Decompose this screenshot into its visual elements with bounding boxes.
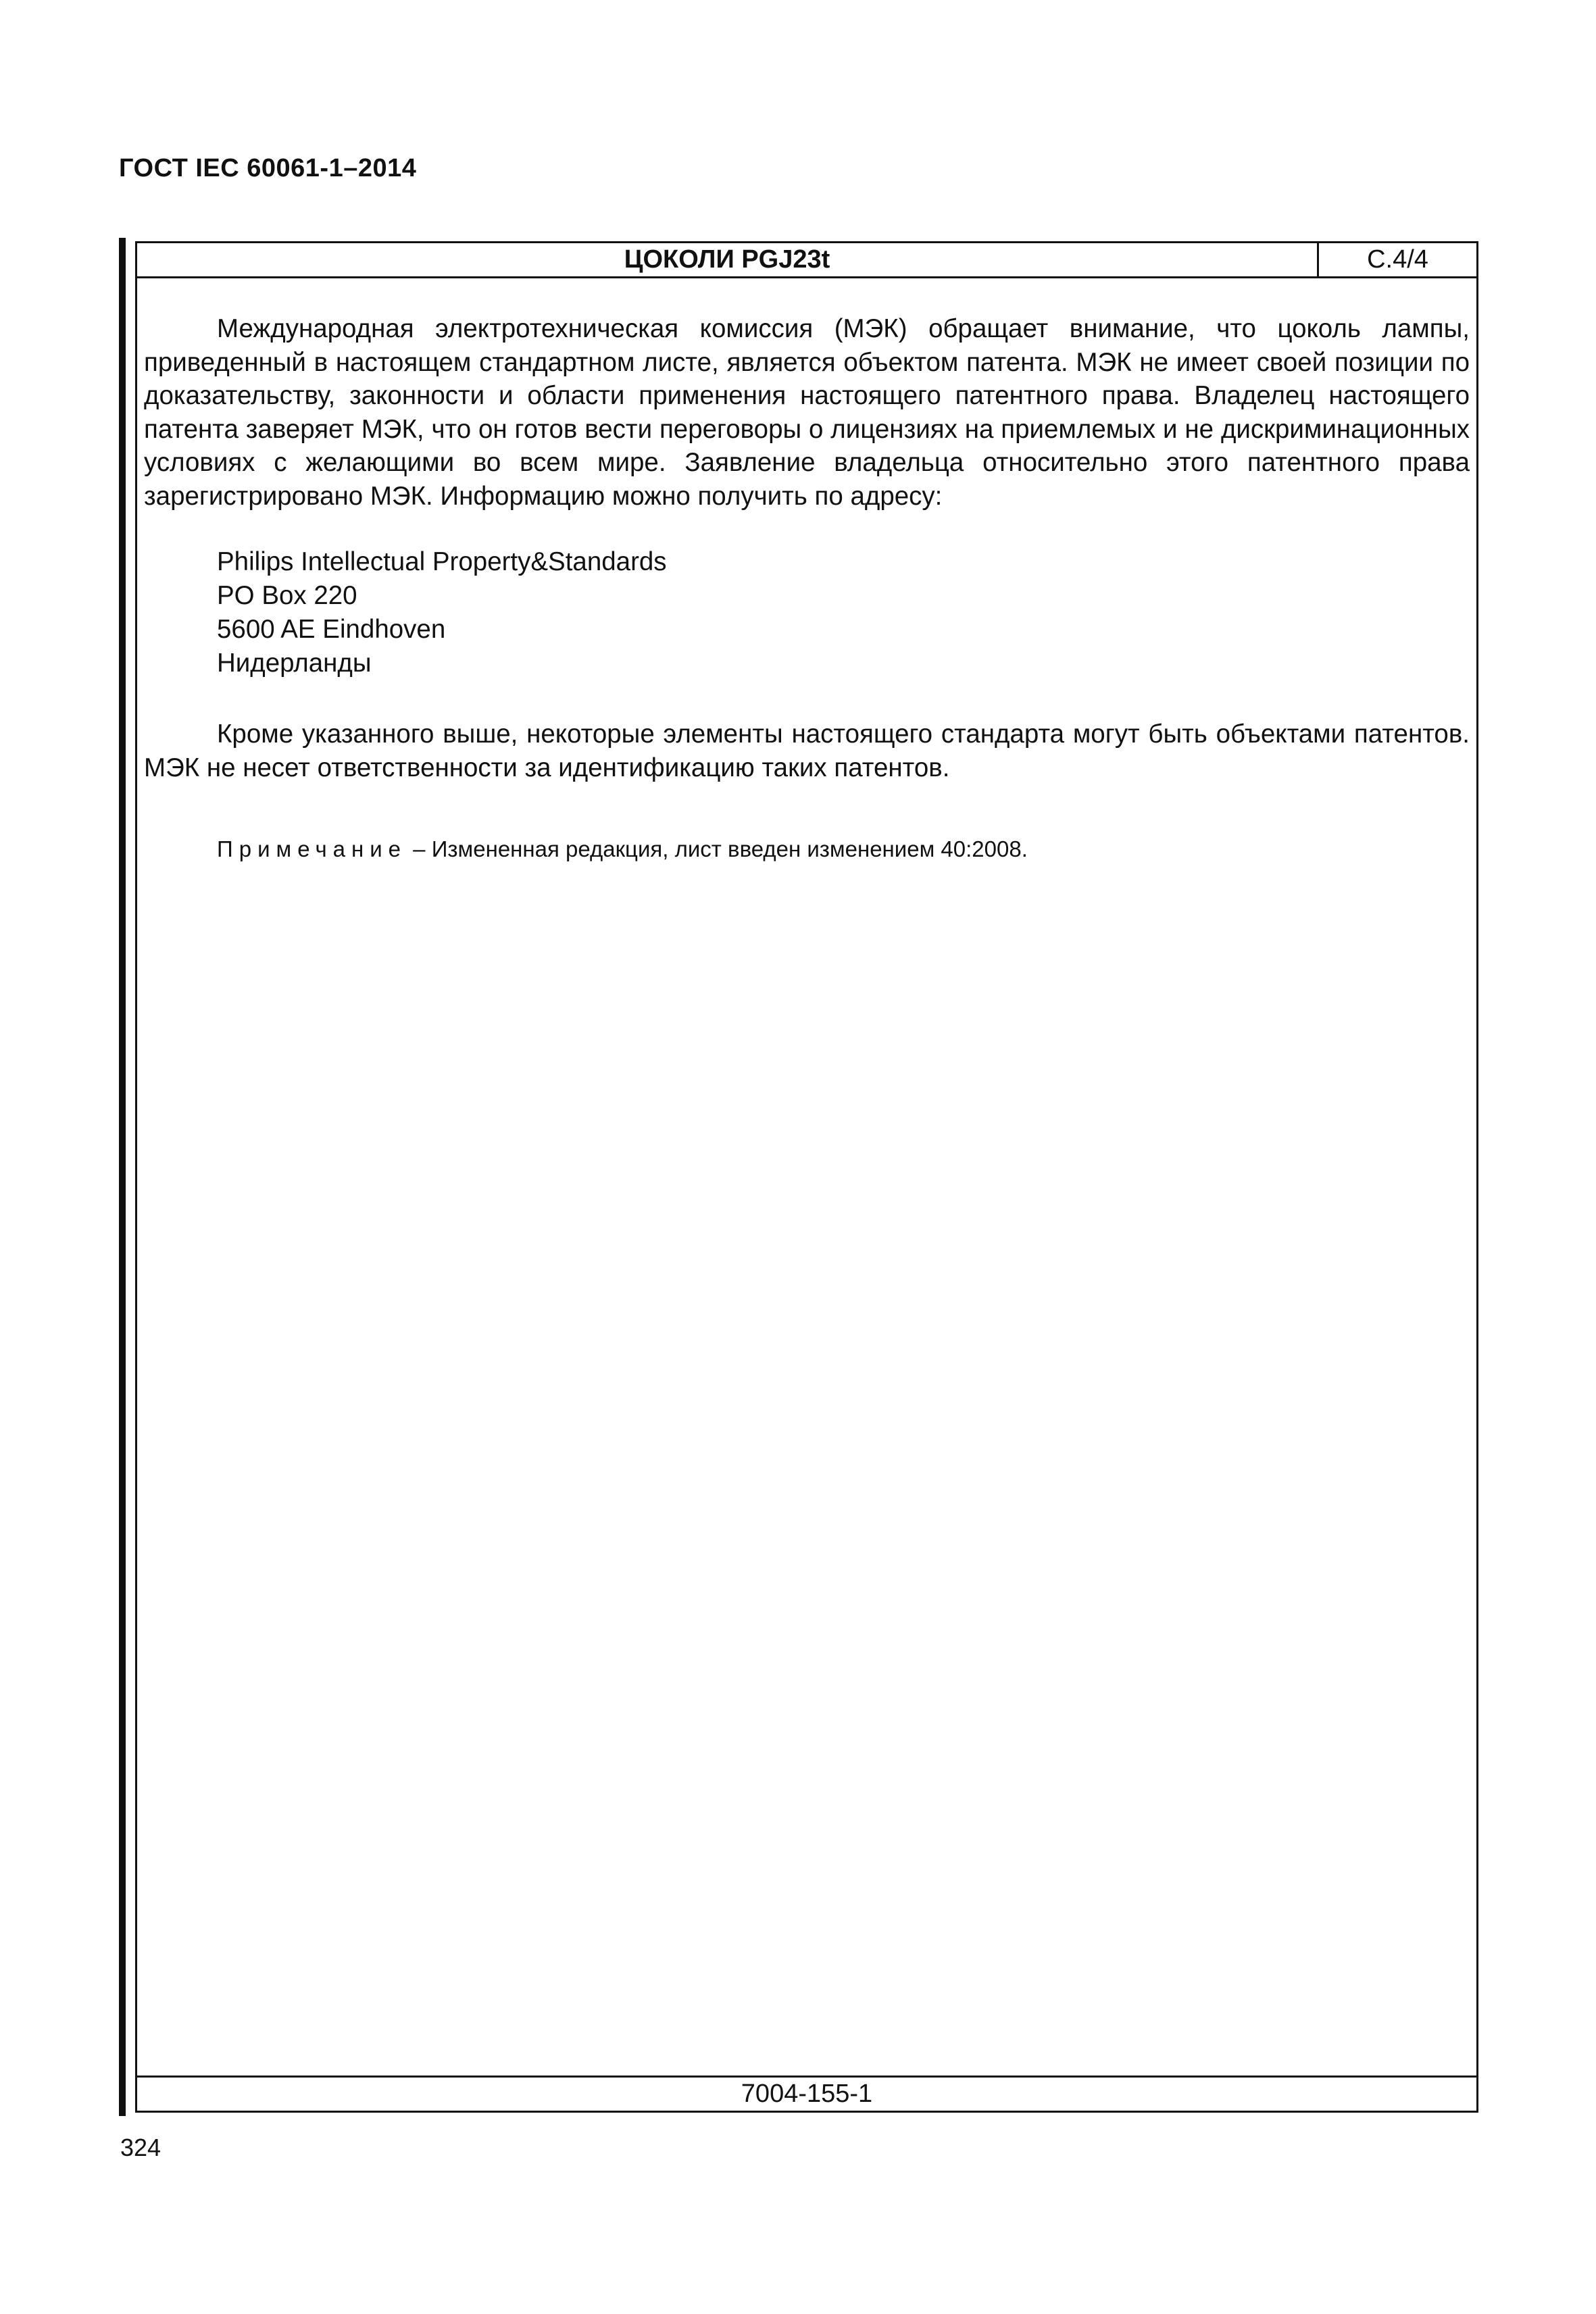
page-number: 324 bbox=[120, 2134, 161, 2161]
patent-notice-paragraph bbox=[144, 312, 1470, 513]
address-line: 5600 AE Eindhoven bbox=[217, 615, 446, 644]
patent-disclaimer-paragraph bbox=[144, 718, 1470, 784]
sheet-title: ЦОКОЛИ PGJ23t bbox=[137, 243, 1319, 276]
address-line: PO Box 220 bbox=[217, 581, 357, 610]
paragraph-text: Кроме указанного выше, некоторые элементы настоящего стандарта могут быть объектами патентов. МЭК не несет ответственности за идентификацию таких патентов. bbox=[144, 720, 1470, 782]
address-line: Philips Intellectual Property&Standards bbox=[217, 547, 667, 576]
paragraph-text: Международная электротехническая комиссия (МЭК) обращает внимание, что цоколь лампы, приведенный в настоящем стандартном листе, является объектом патента. МЭК не имеет своей позиции по доказательству, законности и области применения настоящего патентного права. Владелец настоящего патента заверяет МЭК, что он готов вести переговоры о лицензиях на приемлемых и не дискриминационных условиях с желающими во всем мире. Заявление владельца относительно этого патентного права зарегистрировано МЭК. Информацию можно получить по адресу: bbox=[144, 314, 1470, 511]
note-text: – Измененная редакция, лист введен изменением 40:2008. bbox=[407, 836, 1028, 861]
patent-holder-address bbox=[217, 545, 667, 680]
document-header: ГОСТ IEC 60061-1–2014 bbox=[119, 154, 417, 182]
note-label: Примечание bbox=[217, 836, 407, 861]
standard-sheet bbox=[135, 241, 1478, 2113]
left-margin-rule bbox=[119, 238, 126, 2116]
sheet-number: С.4/4 bbox=[1367, 245, 1428, 274]
sheet-footer-code: 7004-155-1 bbox=[137, 2076, 1476, 2111]
note bbox=[217, 836, 1028, 862]
sheet-title-row bbox=[137, 243, 1476, 278]
address-line: Нидерланды bbox=[217, 649, 372, 678]
